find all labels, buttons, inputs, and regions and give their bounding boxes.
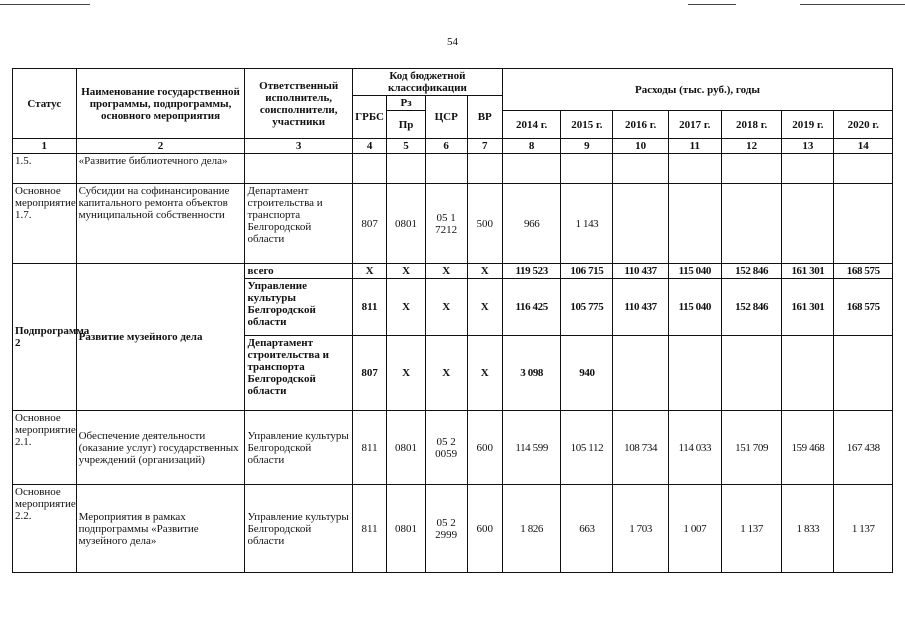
row-value: 1 833: [782, 485, 834, 573]
row-value: [668, 336, 721, 411]
header-year: 2015 г.: [561, 111, 613, 139]
header-year: 2018 г.: [721, 111, 781, 139]
row-csr: Х: [425, 264, 467, 279]
row-csr: Х: [425, 279, 467, 336]
header-status: Статус: [13, 69, 77, 139]
row-responsible: Департамент строительства и транспорта Белгородской области: [245, 184, 352, 264]
row-rzpr: Х: [387, 264, 426, 279]
top-rule-left: [0, 4, 90, 5]
row-vr: 600: [467, 411, 502, 485]
row-value: 115 040: [668, 279, 721, 336]
header-vr: ВР: [467, 96, 502, 139]
row-grbs: 807: [352, 184, 386, 264]
col-number: 3: [245, 139, 352, 154]
row-rzpr: 0801: [387, 184, 426, 264]
table-row: [13, 264, 893, 279]
col-number: 11: [668, 139, 721, 154]
row-value: 116 425: [502, 279, 560, 336]
row-value: 966: [502, 184, 560, 264]
row-responsible: Управление культуры Белгородской области: [245, 411, 352, 485]
row-rzpr: Х: [387, 336, 426, 411]
row-name: Субсидии на софинансирование капитального ремонта объектов муниципальной собственности: [76, 184, 245, 264]
row-value: 940: [561, 336, 613, 411]
row-rzpr: Х: [387, 279, 426, 336]
col-number: 10: [613, 139, 668, 154]
row-value: 151 709: [721, 411, 781, 485]
row-value: [834, 184, 893, 264]
row-rzpr: 0801: [387, 411, 426, 485]
row-value: [721, 184, 781, 264]
row-value: 119 523: [502, 264, 560, 279]
header-year: 2019 г.: [782, 111, 834, 139]
row-responsible: Управление культуры Белгородской области: [245, 279, 352, 336]
row-value: [782, 336, 834, 411]
row-vr: 500: [467, 184, 502, 264]
row-value: [721, 336, 781, 411]
row-value: 168 575: [834, 264, 893, 279]
row-value: 105 112: [561, 411, 613, 485]
row-vr: Х: [467, 264, 502, 279]
row-value: 159 468: [782, 411, 834, 485]
col-number: 7: [467, 139, 502, 154]
subprogram-status: Подпрограмма 2: [13, 264, 77, 411]
header-csr: ЦСР: [425, 96, 467, 139]
row-value: 1 703: [613, 485, 668, 573]
table-row: [13, 411, 893, 485]
row-value: 161 301: [782, 279, 834, 336]
header-budget-code: Код бюджетной классификации: [352, 69, 502, 96]
row-csr: Х: [425, 336, 467, 411]
row-value: 110 437: [613, 264, 668, 279]
table-row: [13, 184, 893, 264]
row-name: «Развитие библиотечного дела»: [76, 154, 245, 184]
budget-table: [12, 68, 893, 573]
row-csr: 05 2 0059: [425, 411, 467, 485]
row-vr: 600: [467, 485, 502, 573]
header-grbs: ГРБС: [352, 96, 386, 139]
top-rule-far-right: [800, 4, 905, 5]
row-grbs: Х: [352, 264, 386, 279]
header-expenses: Расходы (тыс. руб.), годы: [502, 69, 892, 111]
row-value: [834, 336, 893, 411]
header-year: 2017 г.: [668, 111, 721, 139]
col-number: 4: [352, 139, 386, 154]
row-value: 161 301: [782, 264, 834, 279]
row-value: 1 826: [502, 485, 560, 573]
row-value: 115 040: [668, 264, 721, 279]
row-value: [782, 184, 834, 264]
row-grbs: 811: [352, 411, 386, 485]
row-value: [613, 336, 668, 411]
header-pr: Пр: [387, 111, 426, 139]
row-status: 1.5.: [13, 154, 77, 184]
header-name: Наименование государственной программы, подпрограммы, основного мероприятия: [76, 69, 245, 139]
col-number: 1: [13, 139, 77, 154]
col-number: 8: [502, 139, 560, 154]
row-value: 105 775: [561, 279, 613, 336]
row-value: 108 734: [613, 411, 668, 485]
header-year: 2016 г.: [613, 111, 668, 139]
row-grbs: 811: [352, 485, 386, 573]
top-rule-right: [688, 4, 736, 5]
row-rzpr: 0801: [387, 485, 426, 573]
row-responsible: всего: [245, 264, 352, 279]
row-value: 152 846: [721, 279, 781, 336]
row-value: [668, 184, 721, 264]
table-row: [13, 485, 893, 573]
row-value: 114 033: [668, 411, 721, 485]
row-status: Основное мероприятие 2.2.: [13, 485, 77, 573]
column-number-row: [13, 139, 893, 154]
row-value: 167 438: [834, 411, 893, 485]
row-value: 1 143: [561, 184, 613, 264]
row-vr: Х: [467, 336, 502, 411]
row-value: 1 137: [834, 485, 893, 573]
row-status: Основное мероприятие 1.7.: [13, 184, 77, 264]
header-responsible: Ответственный исполнитель, соисполнители, участники: [245, 69, 352, 139]
page-number: 54: [447, 36, 458, 48]
row-name: Обеспечение деятельности (оказание услуг) государственных учреждений (организаций): [76, 411, 245, 485]
row-vr: Х: [467, 279, 502, 336]
row-responsible: Управление культуры Белгородской области: [245, 485, 352, 573]
row-value: 3 098: [502, 336, 560, 411]
row-value: 152 846: [721, 264, 781, 279]
row-grbs: 807: [352, 336, 386, 411]
row-value: [613, 184, 668, 264]
col-number: 13: [782, 139, 834, 154]
row-value: 663: [561, 485, 613, 573]
header-rz: Рз: [387, 96, 426, 111]
subprogram-name: Развитие музейного дела: [76, 264, 245, 411]
row-status: Основное мероприятие 2.1.: [13, 411, 77, 485]
row-value: 110 437: [613, 279, 668, 336]
row-value: 1 007: [668, 485, 721, 573]
row-csr: 05 2 2999: [425, 485, 467, 573]
row-csr: 05 1 7212: [425, 184, 467, 264]
header-year: 2020 г.: [834, 111, 893, 139]
col-number: 12: [721, 139, 781, 154]
row-value: 114 599: [502, 411, 560, 485]
row-grbs: 811: [352, 279, 386, 336]
col-number: 9: [561, 139, 613, 154]
col-number: 5: [387, 139, 426, 154]
header-year: 2014 г.: [502, 111, 560, 139]
col-number: 14: [834, 139, 893, 154]
row-value: 106 715: [561, 264, 613, 279]
table-row: [13, 154, 893, 184]
col-number: 6: [425, 139, 467, 154]
col-number: 2: [76, 139, 245, 154]
row-responsible: Департамент строительства и транспорта Белгородской области: [245, 336, 352, 411]
row-name: Мероприятия в рамках подпрограммы «Развитие музейного дела»: [76, 485, 245, 573]
row-value: 1 137: [721, 485, 781, 573]
row-value: 168 575: [834, 279, 893, 336]
